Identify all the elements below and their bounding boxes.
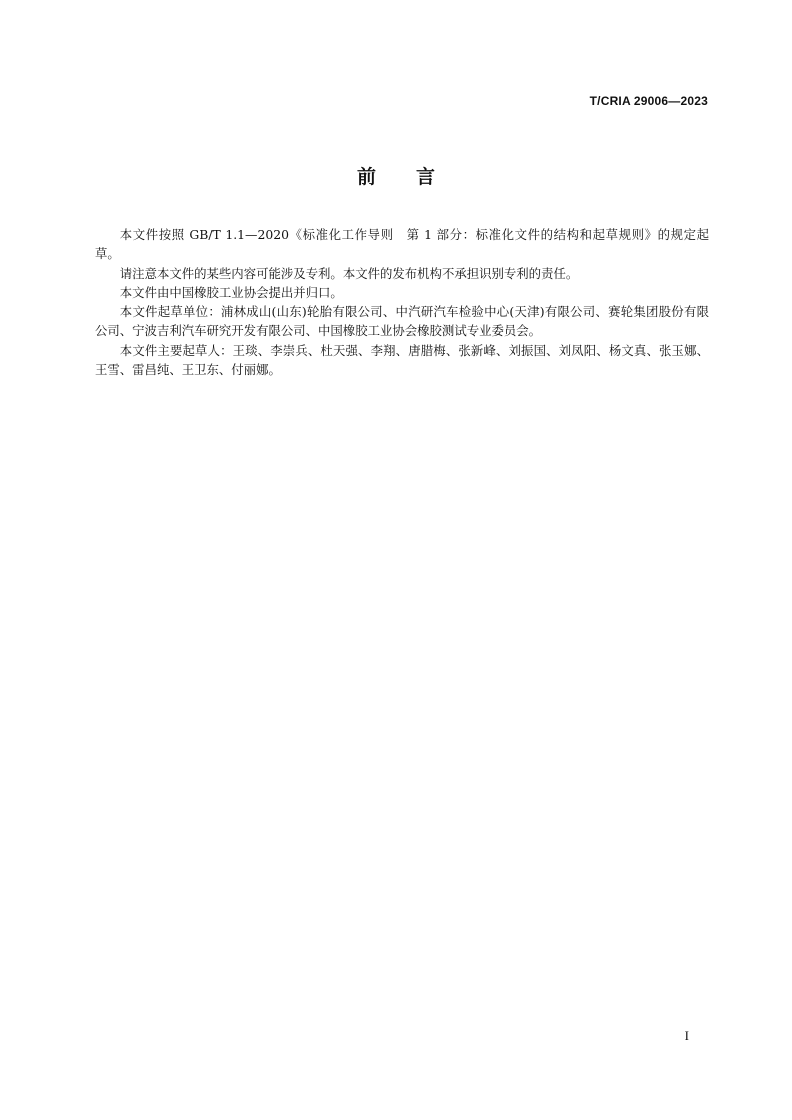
paragraph-drafters: 本文件主要起草人：王琰、李崇兵、杜天强、李翔、唐腊梅、张新峰、刘振国、刘凤阳、杨文真、张玉娜、王雪、雷昌纯、王卫东、付丽娜。	[95, 342, 709, 378]
page-number: I	[684, 1028, 689, 1043]
page-title	[0, 162, 792, 189]
foreword-body	[95, 225, 709, 379]
paragraph-patent-notice: 请注意本文件的某些内容可能涉及专利。本文件的发布机构不承担识别专利的责任。	[119, 265, 579, 281]
paragraph-drafting-rules: 本文件按照 GB/T 1.1—2020《标准化工作导则 第 1 部分：标准化文件的结构和起草规则》的规定起草。	[95, 227, 709, 262]
paragraph-drafting-units: 本文件起草单位：浦林成山(山东)轮胎有限公司、中汽研汽车检验中心(天津)有限公司、赛轮集团股份有限公司、宁波吉利汽车研究开发有限公司、中国橡胶工业协会橡胶测试专业委员会。	[95, 304, 709, 339]
title-char-1: 前	[356, 166, 376, 188]
document-code: T/CRIA 29006—2023	[589, 94, 708, 108]
paragraph-proposer: 本文件由中国橡胶工业协会提出并归口。	[119, 284, 343, 300]
title-char-2: 言	[416, 166, 436, 188]
